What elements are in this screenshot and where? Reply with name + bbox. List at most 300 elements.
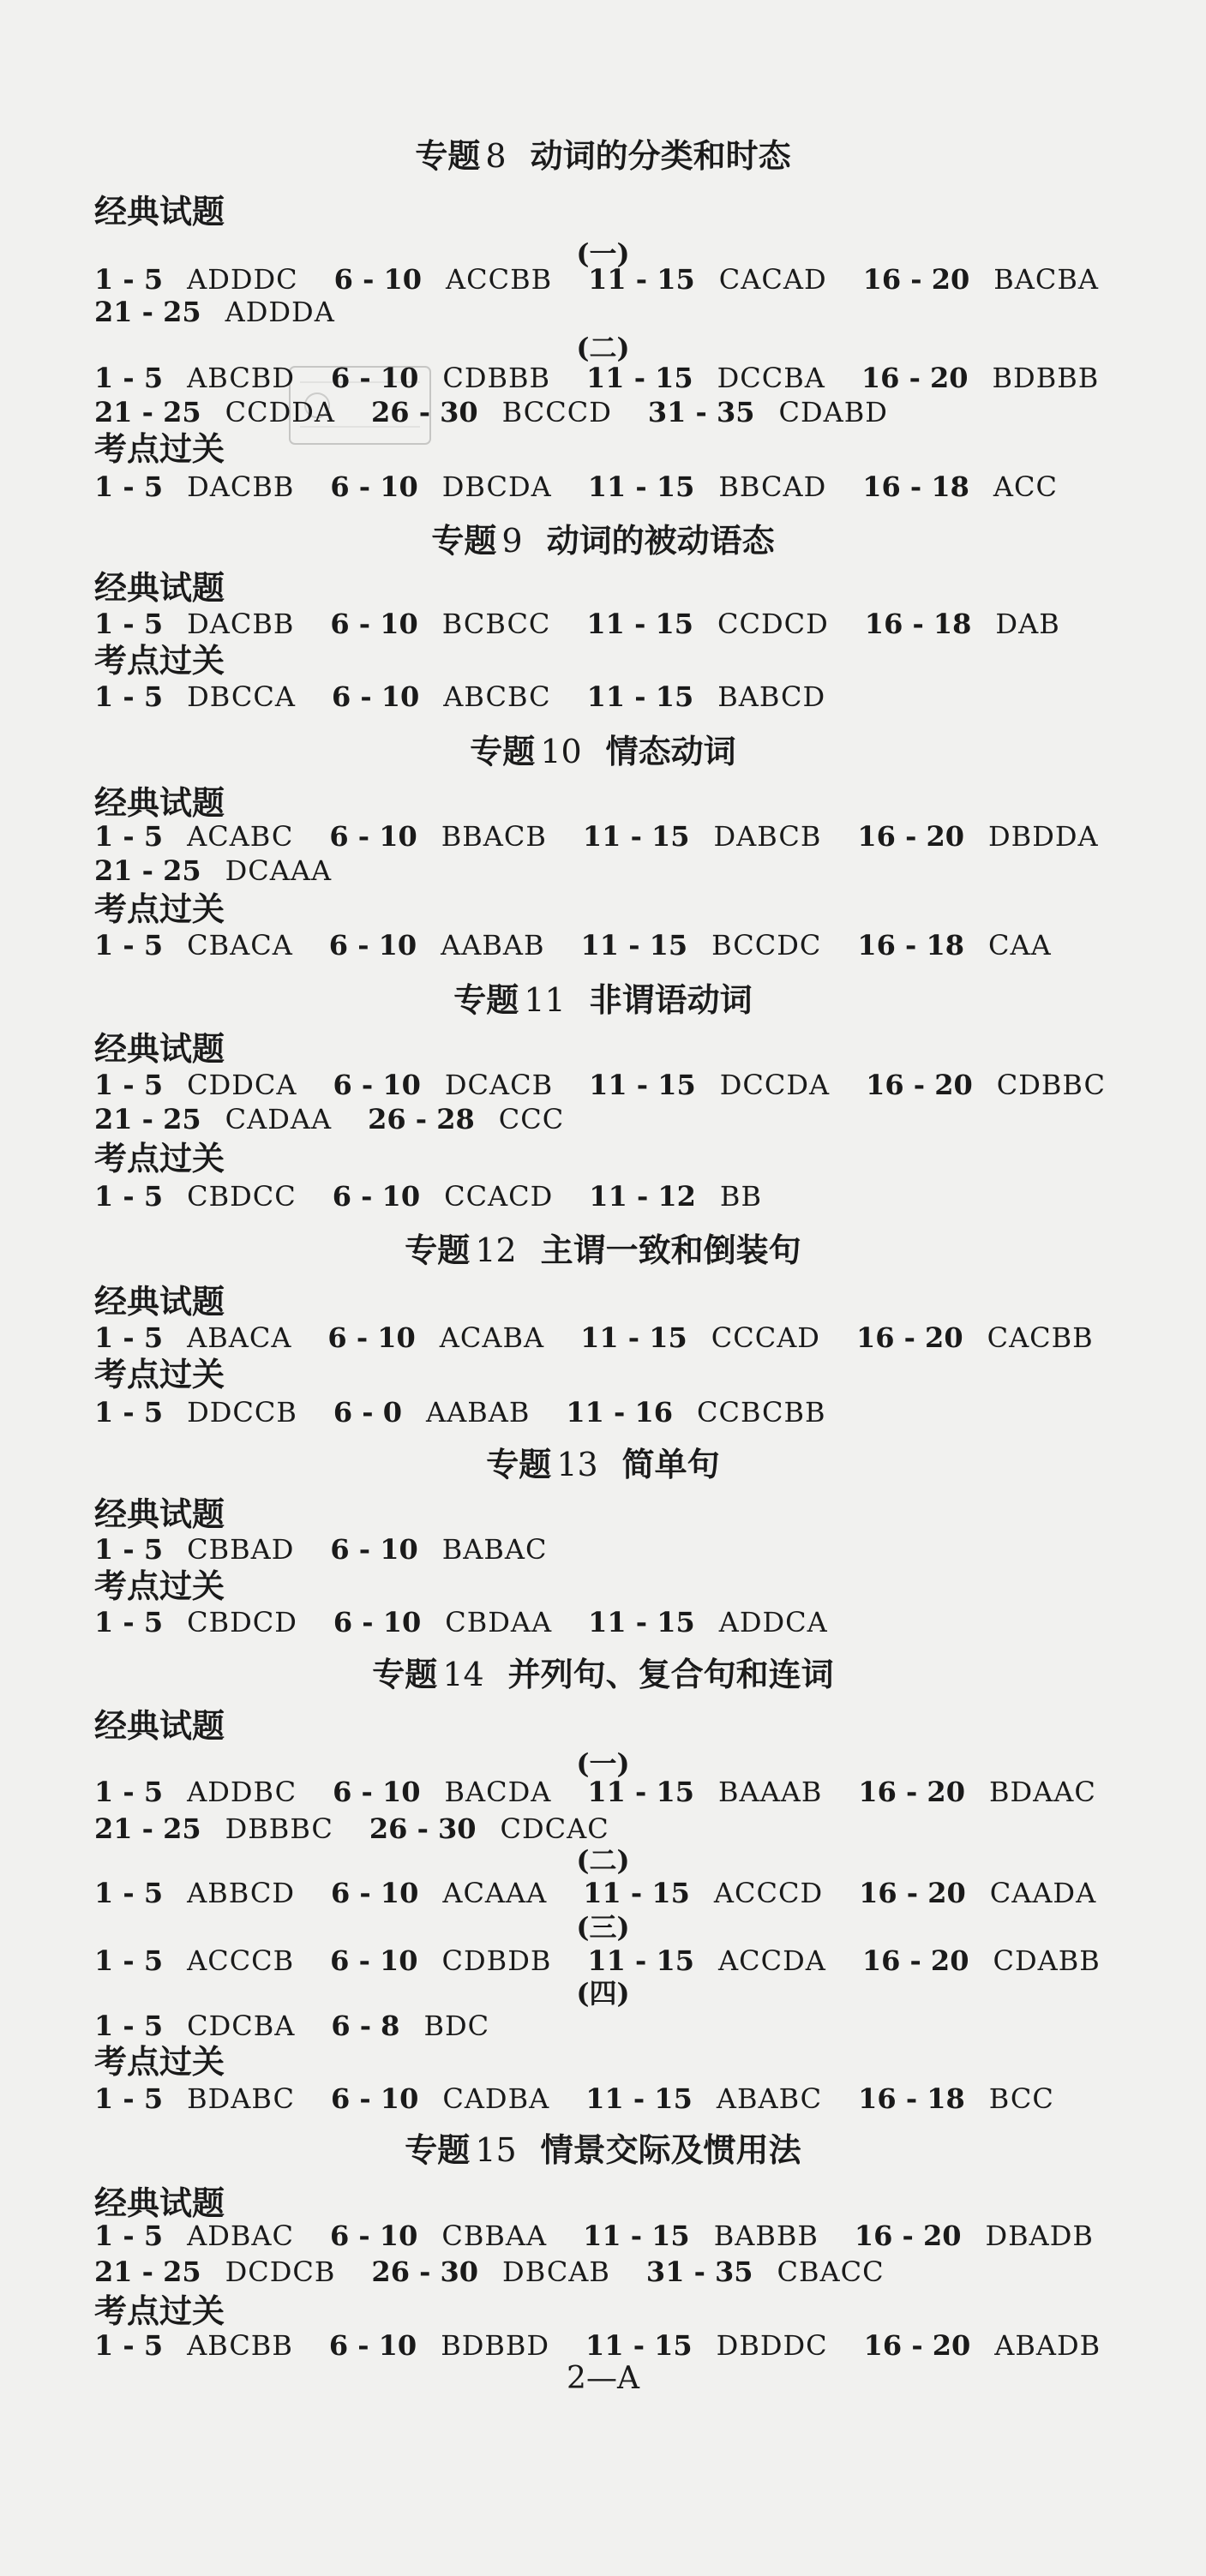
answer-group — [331, 2012, 489, 2040]
question-range: 11 - 15 — [583, 2220, 690, 2252]
topic-number: 9 — [501, 522, 523, 560]
answer-letters: CCACD — [444, 1180, 554, 1213]
answer-group — [583, 2222, 819, 2250]
question-range: 1 - 5 — [94, 263, 164, 296]
answer-row — [94, 610, 1096, 638]
answer-group — [331, 1879, 547, 1907]
answer-letters: DBBBC — [225, 1812, 333, 1845]
section-label: 经典试题 — [94, 1282, 225, 1321]
answer-letters: BCC — [988, 2082, 1054, 2115]
answer-letters: BDABC — [187, 2082, 295, 2115]
answer-group — [94, 2222, 294, 2250]
answer-group — [863, 2329, 1101, 2362]
answer-group — [645, 2255, 885, 2288]
question-range: 26 - 30 — [371, 396, 478, 428]
answer-letters: CADAA — [225, 1103, 333, 1135]
answer-letters: DACBB — [187, 608, 295, 640]
section-label: 经典试题 — [94, 192, 225, 231]
answer-letters: BABBB — [713, 2220, 819, 2252]
question-range: 6 - 10 — [330, 362, 419, 394]
question-range: 1 - 5 — [94, 2329, 164, 2362]
answer-letters: BABCD — [717, 680, 826, 713]
topic-title — [0, 1231, 1206, 1269]
answer-group — [329, 820, 547, 853]
answer-group — [582, 820, 822, 853]
topic-number: 15 — [475, 2131, 517, 2169]
topic-word: 专题 — [405, 2130, 471, 2169]
question-range: 6 - 10 — [329, 2220, 418, 2252]
page-number: 2—A — [567, 2361, 639, 2396]
answer-letters: DBDDC — [716, 2329, 828, 2362]
question-range: 6 - 10 — [333, 1069, 421, 1101]
section-label: 考点过关 — [94, 1355, 225, 1393]
answer-row — [94, 2222, 1130, 2250]
question-range: 1 - 5 — [94, 1321, 164, 1354]
answer-letters: CACBB — [987, 1321, 1094, 1354]
answer-letters: ABACA — [187, 1321, 292, 1354]
question-range: 16 - 18 — [864, 608, 972, 640]
topic-title — [0, 1445, 1206, 1483]
answer-group — [94, 1071, 297, 1099]
answer-letters: CBBAA — [441, 2220, 548, 2252]
question-range: 11 - 15 — [586, 680, 694, 713]
question-range: 1 - 5 — [94, 2010, 164, 2042]
answer-group — [585, 2082, 823, 2115]
question-range: 16 - 20 — [855, 1321, 963, 1354]
answer-row — [94, 2082, 1090, 2115]
answer-group — [368, 1105, 564, 1133]
answer-group — [94, 364, 295, 392]
question-range: 16 - 18 — [858, 2082, 965, 2115]
answer-letters: CDABD — [778, 396, 888, 428]
question-range: 16 - 20 — [857, 820, 965, 853]
question-range: 6 - 10 — [333, 1776, 421, 1808]
answer-group — [331, 680, 551, 713]
question-range: 6 - 10 — [328, 929, 417, 962]
question-range: 16 - 20 — [866, 1069, 973, 1101]
answer-letters: CBDAA — [445, 1606, 553, 1638]
question-range: 1 - 5 — [94, 1180, 164, 1213]
answer-group — [858, 2082, 1054, 2115]
section-label: 经典试题 — [94, 783, 225, 822]
question-range: 26 - 30 — [371, 2255, 479, 2288]
question-range: 26 - 30 — [369, 1812, 477, 1845]
answer-letters: DABCB — [713, 820, 822, 853]
answer-row — [94, 263, 1135, 296]
question-range: 11 - 15 — [586, 362, 693, 394]
answer-group — [861, 1944, 1101, 1977]
answer-letters: ABADB — [994, 2329, 1101, 2362]
answer-group — [94, 2255, 336, 2288]
answer-group — [94, 298, 335, 326]
topic-word: 专题 — [405, 1231, 471, 1269]
answer-group — [94, 2329, 293, 2362]
question-range: 21 - 25 — [94, 2255, 201, 2288]
question-range: 6 - 10 — [333, 263, 423, 296]
question-range: 26 - 28 — [368, 1103, 475, 1135]
answer-letters: BDC — [423, 2010, 490, 2042]
answer-group — [94, 1533, 295, 1566]
question-range: 6 - 10 — [327, 1321, 416, 1354]
question-range: 11 - 15 — [587, 470, 695, 503]
answer-letters: BAAAB — [717, 1776, 823, 1808]
answer-group — [94, 854, 333, 887]
answer-letters: DCCBA — [717, 362, 825, 394]
answer-letters: CADBA — [442, 2082, 550, 2115]
question-range: 6 - 10 — [330, 2082, 419, 2115]
answer-group — [580, 1321, 820, 1354]
answer-letters: CCDDA — [225, 396, 336, 428]
answer-letters: CDBBB — [442, 362, 551, 394]
question-range: 1 - 5 — [94, 2220, 164, 2252]
answer-letters: DCACB — [444, 1069, 554, 1101]
answer-letters: ABABC — [716, 2082, 823, 2115]
question-range: 11 - 15 — [586, 608, 694, 640]
question-range: 1 - 5 — [94, 362, 164, 394]
answer-group — [330, 1944, 552, 1977]
question-range: 31 - 35 — [645, 2255, 753, 2288]
answer-letters: ADBAC — [187, 2220, 294, 2252]
question-range: 16 - 18 — [857, 929, 964, 962]
answer-letters: BDBBD — [441, 2329, 550, 2362]
answer-row — [94, 1396, 862, 1429]
answer-letters: CCCAD — [711, 1321, 820, 1354]
answer-group — [587, 1778, 822, 1806]
answer-letters: CAADA — [989, 1877, 1097, 1909]
answer-letters: DCCDA — [719, 1069, 831, 1101]
question-range: 16 - 20 — [861, 362, 969, 394]
section-label: 经典试题 — [94, 1706, 225, 1745]
question-range: 1 - 5 — [94, 1396, 164, 1429]
subsection-label: (二) — [576, 1844, 630, 1877]
question-range: 1 - 5 — [94, 608, 164, 640]
answer-letters: AABAB — [425, 1396, 531, 1429]
answer-group — [328, 2329, 550, 2362]
answer-letters: BACDA — [444, 1776, 552, 1808]
answer-group — [333, 263, 553, 296]
answer-group — [586, 364, 825, 392]
answer-group — [566, 1396, 826, 1429]
answer-group — [94, 2082, 295, 2115]
section-label: 考点过关 — [94, 641, 225, 680]
answer-letters: DBCDA — [441, 470, 552, 503]
answer-letters: CBDCD — [187, 1606, 297, 1638]
answer-group — [862, 263, 1099, 296]
question-range: 11 - 15 — [582, 820, 690, 853]
answer-row — [94, 1812, 645, 1845]
answer-row — [94, 470, 1094, 503]
topic-number: 13 — [556, 1446, 598, 1483]
answer-letters: BBACB — [441, 820, 547, 853]
question-range: 16 - 20 — [858, 1776, 965, 1808]
answer-letters: CDBDB — [441, 1944, 552, 1977]
answer-group — [332, 1180, 554, 1213]
topic-number: 10 — [540, 733, 582, 770]
topic-word: 专题 — [453, 980, 519, 1019]
answer-group — [369, 1812, 609, 1845]
question-range: 1 - 5 — [94, 2082, 164, 2115]
answer-letters: CCDCD — [717, 608, 829, 640]
subsection-label: (四) — [576, 1977, 630, 2010]
answer-group — [855, 2222, 1094, 2250]
topic-number: 8 — [485, 137, 507, 175]
answer-group — [94, 610, 294, 638]
question-range: 11 - 15 — [580, 929, 688, 962]
answer-group — [586, 610, 828, 638]
answer-group — [371, 2255, 610, 2288]
answer-group — [327, 1321, 545, 1354]
answer-letters: DBDDA — [988, 820, 1099, 853]
question-range: 11 - 15 — [587, 1944, 694, 1977]
topic-word: 专题 — [431, 521, 497, 560]
question-range: 16 - 20 — [854, 2220, 962, 2252]
section-label: 考点过关 — [94, 429, 225, 468]
answer-letters: ADDBC — [187, 1776, 297, 1808]
answer-row — [94, 1321, 1130, 1354]
question-range: 6 - 10 — [330, 1944, 418, 1977]
section-label: 考点过关 — [94, 2291, 225, 2330]
answer-letters: CCBCBB — [696, 1396, 826, 1429]
question-range: 31 - 35 — [647, 396, 755, 428]
section-label: 经典试题 — [94, 1029, 225, 1068]
answer-letters: BCCCD — [501, 396, 612, 428]
answer-letters: DACBB — [187, 470, 295, 503]
answer-letters: CBACA — [187, 929, 293, 962]
question-range: 21 - 25 — [94, 396, 201, 428]
question-range: 11 - 16 — [566, 1396, 673, 1429]
question-range: 1 - 5 — [94, 1606, 164, 1638]
topic-name: 动词的分类和时态 — [530, 136, 791, 175]
answer-group — [94, 2012, 295, 2040]
answer-group — [861, 364, 1099, 392]
answer-letters: ABCBD — [187, 362, 295, 394]
topic-title — [0, 2130, 1206, 2169]
answer-letters: ACCCD — [713, 1877, 824, 1909]
answer-letters: BCBCC — [441, 608, 551, 640]
question-range: 11 - 15 — [588, 263, 695, 296]
question-range: 1 - 5 — [94, 680, 164, 713]
answer-letters: DAB — [995, 608, 1060, 640]
topic-word: 专题 — [372, 1655, 438, 1693]
question-range: 6 - 10 — [330, 1533, 418, 1566]
answer-group — [583, 1879, 823, 1907]
answer-group — [94, 398, 335, 426]
question-range: 11 - 12 — [589, 1180, 696, 1213]
answer-letters: DBCAB — [502, 2255, 610, 2288]
subsection-label: (三) — [576, 1911, 630, 1944]
answer-letters: ACAAA — [442, 1877, 548, 1909]
answer-letters: CCC — [498, 1103, 565, 1135]
question-range: 6 - 10 — [330, 608, 418, 640]
answer-row — [94, 2012, 525, 2040]
answer-row — [94, 680, 861, 713]
question-range: 6 - 10 — [330, 1877, 419, 1909]
answer-group — [330, 2082, 550, 2115]
question-range: 1 - 5 — [94, 1533, 164, 1566]
answer-group — [587, 470, 827, 503]
topic-name: 简单句 — [621, 1445, 720, 1483]
question-range: 1 - 5 — [94, 929, 164, 962]
answer-group — [862, 470, 1058, 503]
answer-group — [330, 1533, 548, 1566]
question-range: 16 - 20 — [859, 1877, 966, 1909]
answer-group — [586, 680, 826, 713]
answer-group — [333, 1071, 553, 1099]
answer-group — [333, 1778, 551, 1806]
answer-group — [94, 1105, 332, 1133]
answer-group — [94, 1321, 292, 1354]
topic-name: 情态动词 — [605, 732, 736, 770]
topic-word: 专题 — [415, 136, 481, 175]
answer-letters: CACAD — [718, 263, 827, 296]
question-range: 11 - 15 — [580, 1321, 687, 1354]
topic-number: 12 — [475, 1231, 517, 1269]
question-range: 11 - 15 — [585, 2329, 693, 2362]
answer-group — [857, 820, 1099, 853]
answer-group — [94, 1606, 297, 1638]
question-range: 6 - 0 — [333, 1396, 402, 1429]
topic-name: 并列句、复合句和连词 — [507, 1655, 834, 1693]
answer-group — [857, 929, 1052, 962]
topic-number: 11 — [524, 981, 566, 1019]
question-range: 11 - 15 — [589, 1069, 696, 1101]
subsection-label: (二) — [576, 332, 630, 364]
question-range: 6 - 8 — [331, 2010, 400, 2042]
answer-group — [587, 1944, 826, 1977]
answer-letters: ACCCB — [187, 1944, 295, 1977]
answer-letters: BABAC — [441, 1533, 548, 1566]
answer-row — [94, 929, 1088, 962]
answer-group — [865, 610, 1060, 638]
answer-group — [94, 680, 296, 713]
answer-group — [94, 1944, 295, 1977]
answer-row — [94, 854, 368, 887]
answer-letters: AABAB — [441, 929, 545, 962]
answer-letters: ACABA — [439, 1321, 545, 1354]
question-range: 6 - 10 — [333, 1606, 422, 1638]
topic-title — [0, 136, 1206, 175]
answer-group — [589, 1071, 830, 1099]
question-range: 16 - 18 — [862, 470, 969, 503]
answer-group — [858, 1778, 1096, 1806]
answer-group — [866, 1071, 1106, 1099]
answer-letters: BB — [719, 1180, 762, 1213]
section-label: 经典试题 — [94, 568, 225, 607]
answer-group — [94, 1180, 297, 1213]
question-range: 1 - 5 — [94, 470, 164, 503]
answer-group — [580, 929, 822, 962]
answer-group — [333, 1396, 531, 1429]
answer-letters: CBBAD — [187, 1533, 295, 1566]
answer-letters: CDCBA — [187, 2010, 296, 2042]
section-label: 经典试题 — [94, 2184, 225, 2222]
answer-row — [94, 1606, 864, 1638]
answer-group — [330, 470, 552, 503]
answer-group — [94, 820, 294, 853]
answer-letters: BACBA — [993, 263, 1099, 296]
section-label: 考点过关 — [94, 1139, 225, 1177]
answer-letters: CAA — [987, 929, 1052, 962]
answer-row — [94, 1180, 798, 1213]
answer-group — [331, 364, 550, 392]
answer-row — [94, 1944, 1137, 1977]
answer-letters: ABCBB — [187, 2329, 293, 2362]
answer-letters: ADDCA — [718, 1606, 828, 1638]
question-range: 11 - 15 — [585, 2082, 693, 2115]
answer-letters: ACABC — [187, 820, 294, 853]
subsection-label: (一) — [576, 1747, 630, 1780]
answer-letters: BDAAC — [988, 1776, 1096, 1808]
subsection-label: (一) — [576, 237, 630, 270]
answer-group — [855, 1321, 1094, 1354]
answer-letters: ABBCD — [187, 1877, 295, 1909]
answer-group — [371, 398, 612, 426]
topic-title — [0, 732, 1206, 770]
answer-letters: CDDCA — [187, 1069, 297, 1101]
question-range: 16 - 20 — [863, 2329, 971, 2362]
section-label: 考点过关 — [94, 2042, 225, 2081]
topic-number: 14 — [442, 1656, 484, 1693]
answer-letters: DCDCB — [225, 2255, 336, 2288]
answer-letters: ACCDA — [717, 1944, 826, 1977]
topic-name: 主谓一致和倒装句 — [540, 1231, 801, 1269]
answer-letters: CDCAC — [500, 1812, 609, 1845]
answer-row — [94, 1879, 1132, 1907]
question-range: 21 - 25 — [94, 296, 201, 328]
answer-group — [333, 1606, 553, 1638]
question-range: 16 - 20 — [862, 263, 970, 296]
answer-group — [328, 929, 545, 962]
answer-row — [94, 298, 371, 326]
answer-letters: BDBBB — [992, 362, 1100, 394]
question-range: 1 - 5 — [94, 1944, 164, 1977]
answer-letters: CDBBC — [996, 1069, 1106, 1101]
answer-letters: ACC — [993, 470, 1058, 503]
answer-row — [94, 820, 1135, 853]
answer-letters: DBCCA — [187, 680, 296, 713]
answer-letters: CDABB — [993, 1944, 1101, 1977]
question-range: 11 - 15 — [588, 1606, 695, 1638]
answer-letters: ADDDC — [187, 263, 298, 296]
answer-letters: ADDDA — [225, 296, 335, 328]
question-range: 1 - 5 — [94, 1776, 164, 1808]
answer-letters: BBCAD — [718, 470, 827, 503]
answer-row — [94, 1105, 600, 1133]
topic-name: 情景交际及惯用法 — [540, 2130, 801, 2169]
question-range: 6 - 10 — [328, 2329, 417, 2362]
answer-letters: BCCDC — [711, 929, 822, 962]
answer-letters: ABCBC — [443, 680, 551, 713]
answer-row — [94, 2255, 921, 2288]
topic-title — [0, 1655, 1206, 1693]
answer-letters: CBACC — [777, 2255, 885, 2288]
answer-group — [94, 1778, 297, 1806]
answer-letters: DBADB — [985, 2220, 1094, 2252]
question-range: 6 - 10 — [331, 680, 420, 713]
answer-group — [330, 2222, 547, 2250]
topic-name: 非谓语动词 — [589, 980, 753, 1019]
topic-title — [0, 521, 1206, 560]
answer-group — [859, 1879, 1096, 1907]
question-range: 11 - 15 — [587, 1776, 694, 1808]
topic-word: 专题 — [486, 1445, 552, 1483]
answer-group — [330, 610, 550, 638]
topic-name: 动词的被动语态 — [546, 521, 775, 560]
question-range: 21 - 25 — [94, 1103, 201, 1135]
question-range: 21 - 25 — [94, 1812, 201, 1845]
question-range: 11 - 15 — [583, 1877, 690, 1909]
question-range: 1 - 5 — [94, 820, 164, 853]
